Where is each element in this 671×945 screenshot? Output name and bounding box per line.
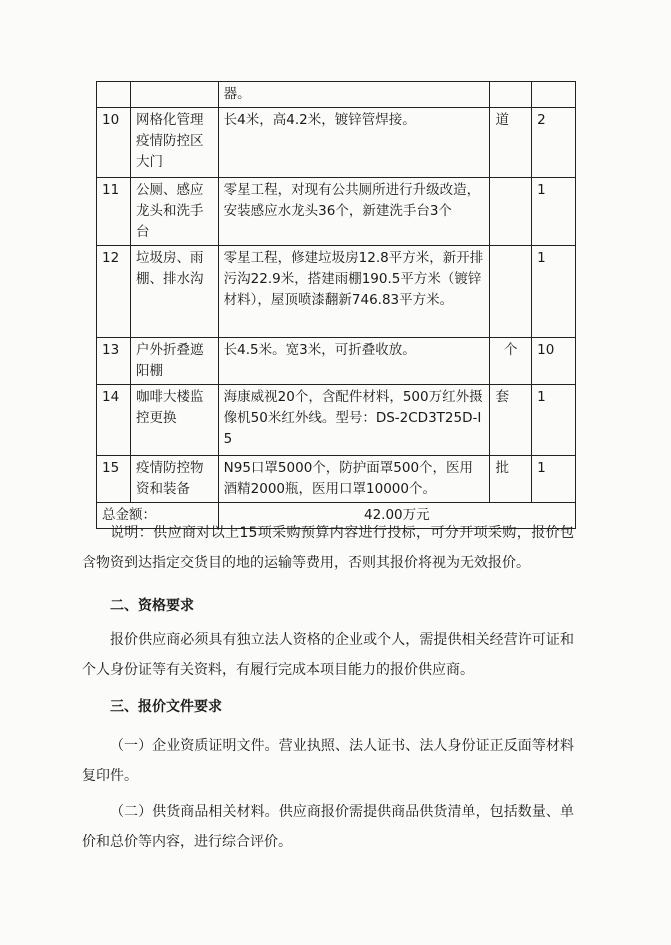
table-row — [97, 246, 576, 338]
row-desc: 海康威视20个，含配件材料，500万红外摄像机50米红外线。型号：DS-2CD3T25D-I5 — [218, 385, 490, 456]
row-name: 户外折叠遮阳棚 — [130, 338, 218, 385]
table-row — [97, 338, 576, 385]
requirement-item-2: （二）供货商品相关材料。供应商报价需提供商品供货清单，包括数量、单价和总价等内容，进行综合评价。 — [82, 804, 574, 850]
row-no: 15 — [97, 456, 131, 503]
row-name: 公厕、感应龙头和洗手台 — [130, 178, 218, 246]
row-unit: 套 — [490, 385, 532, 456]
row-qty: 1 — [532, 385, 576, 456]
table-row — [97, 178, 576, 246]
row-name: 疫情防控物资和装备 — [130, 456, 218, 503]
row-name: 垃圾房、雨棚、排水沟 — [130, 246, 218, 338]
row-no — [97, 82, 131, 108]
row-qty: 10 — [532, 338, 576, 385]
row-qty: 1 — [532, 178, 576, 246]
row-unit — [490, 246, 532, 338]
row-desc: N95口罩5000个，防护面罩500个，医用酒精2000瓶，医用口罩10000个。 — [218, 456, 490, 503]
row-qty: 2 — [532, 108, 576, 178]
table-row — [97, 385, 576, 456]
row-no: 13 — [97, 338, 131, 385]
procurement-table — [96, 81, 576, 529]
row-no: 10 — [97, 108, 131, 178]
row-desc: 零星工程，修建垃圾房12.8平方米，新开排污沟22.9米，搭建雨棚190.5平方米（镀锌材料），屋顶喷漆翻新746.83平方米。 — [218, 246, 490, 338]
row-unit — [490, 178, 532, 246]
row-no: 12 — [97, 246, 131, 338]
row-no: 14 — [97, 385, 131, 456]
row-name — [130, 82, 218, 108]
row-unit — [490, 82, 532, 108]
row-qty: 1 — [532, 456, 576, 503]
row-unit: 批 — [490, 456, 532, 503]
note-paragraph: 说明：供应商对以上15项采购预算内容进行投标，可分开项采购，报价包含物资到达指定交货目的地的运输等费用，否则其报价将视为无效报价。 — [82, 525, 574, 571]
table-row — [97, 82, 576, 108]
section-3-heading: 三、报价文件要求 — [110, 699, 222, 715]
row-unit: 道 — [490, 108, 532, 178]
row-desc: 零星工程，对现有公共厕所进行升级改造，安装感应水龙头36个，新建洗手台3个 — [218, 178, 490, 246]
row-name: 网格化管理疫情防控区大门 — [130, 108, 218, 178]
row-unit: 个 — [490, 338, 532, 385]
table-row — [97, 456, 576, 503]
total-label: 总金额： — [97, 503, 219, 529]
row-desc: 长4米，高4.2米，镀锌管焊接。 — [218, 108, 490, 178]
requirement-item-1: （一）企业资质证明文件。营业执照、法人证书、法人身份证正反面等材料复印件。 — [82, 738, 574, 784]
section-2-body: 报价供应商必须具有独立法人资格的企业或个人，需提供相关经营许可证和个人身份证等有关资料，有履行完成本项目能力的报价供应商。 — [82, 632, 574, 678]
row-qty — [532, 82, 576, 108]
table-row — [97, 108, 576, 178]
row-desc: 长4.5米。宽3米，可折叠收放。 — [218, 338, 490, 385]
section-2-heading: 二、资格要求 — [110, 598, 194, 614]
row-desc: 器。 — [218, 82, 490, 108]
row-name: 咖啡大楼监控更换 — [130, 385, 218, 456]
total-value: 42.00万元 — [218, 503, 575, 529]
row-qty: 1 — [532, 246, 576, 338]
row-no: 11 — [97, 178, 131, 246]
